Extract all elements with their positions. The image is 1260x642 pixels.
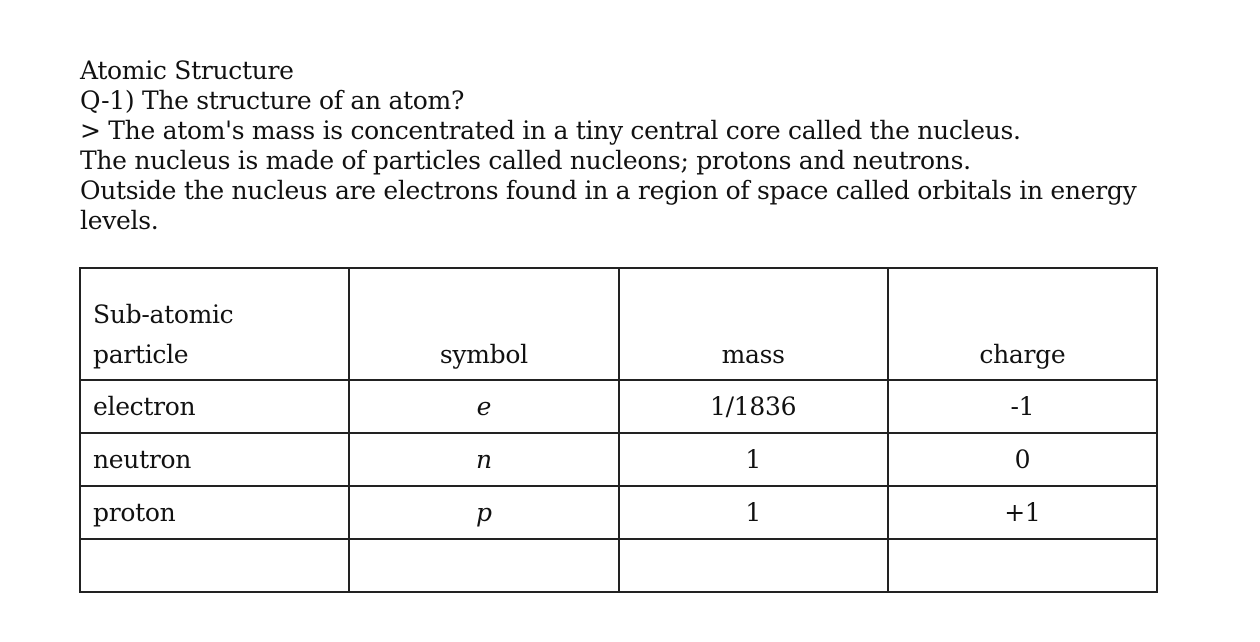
cell-particle: electron [80,380,349,433]
cell-empty [619,539,888,592]
answer-line-2: The nucleus is made of particles called nucleons; protons and neutrons. [80,146,971,175]
table-row-empty [80,539,1157,592]
header-charge: charge [888,268,1157,380]
cell-mass: 1/1836 [619,380,888,433]
cell-empty [888,539,1157,592]
document-text [80,56,1160,236]
cell-symbol: e [349,380,618,433]
table-header-row [80,268,1157,380]
answer-line-3: Outside the nucleus are electrons found in a region of space called orbitals in energy [80,176,1137,205]
cell-empty [349,539,618,592]
cell-mass: 1 [619,486,888,539]
header-symbol: symbol [349,268,618,380]
table-row [80,486,1157,539]
answer-line-1: > The atom's mass is concentrated in a tiny central core called the nucleus. [80,116,1021,145]
table-row [80,433,1157,486]
document-title: Atomic Structure [80,56,294,85]
header-particle-line1: Sub-atomic [93,300,234,329]
subatomic-particles-table [79,267,1158,593]
question-line: Q-1) The structure of an atom? [80,86,465,115]
header-particle [80,268,349,380]
cell-particle: proton [80,486,349,539]
header-particle-line2: particle [93,340,189,369]
cell-empty [80,539,349,592]
table-row [80,380,1157,433]
cell-mass: 1 [619,433,888,486]
cell-charge: 0 [888,433,1157,486]
cell-charge: -1 [888,380,1157,433]
cell-charge: +1 [888,486,1157,539]
cell-symbol: n [349,433,618,486]
answer-line-4: levels. [80,206,159,235]
header-mass: mass [619,268,888,380]
cell-symbol: p [349,486,618,539]
cell-particle: neutron [80,433,349,486]
